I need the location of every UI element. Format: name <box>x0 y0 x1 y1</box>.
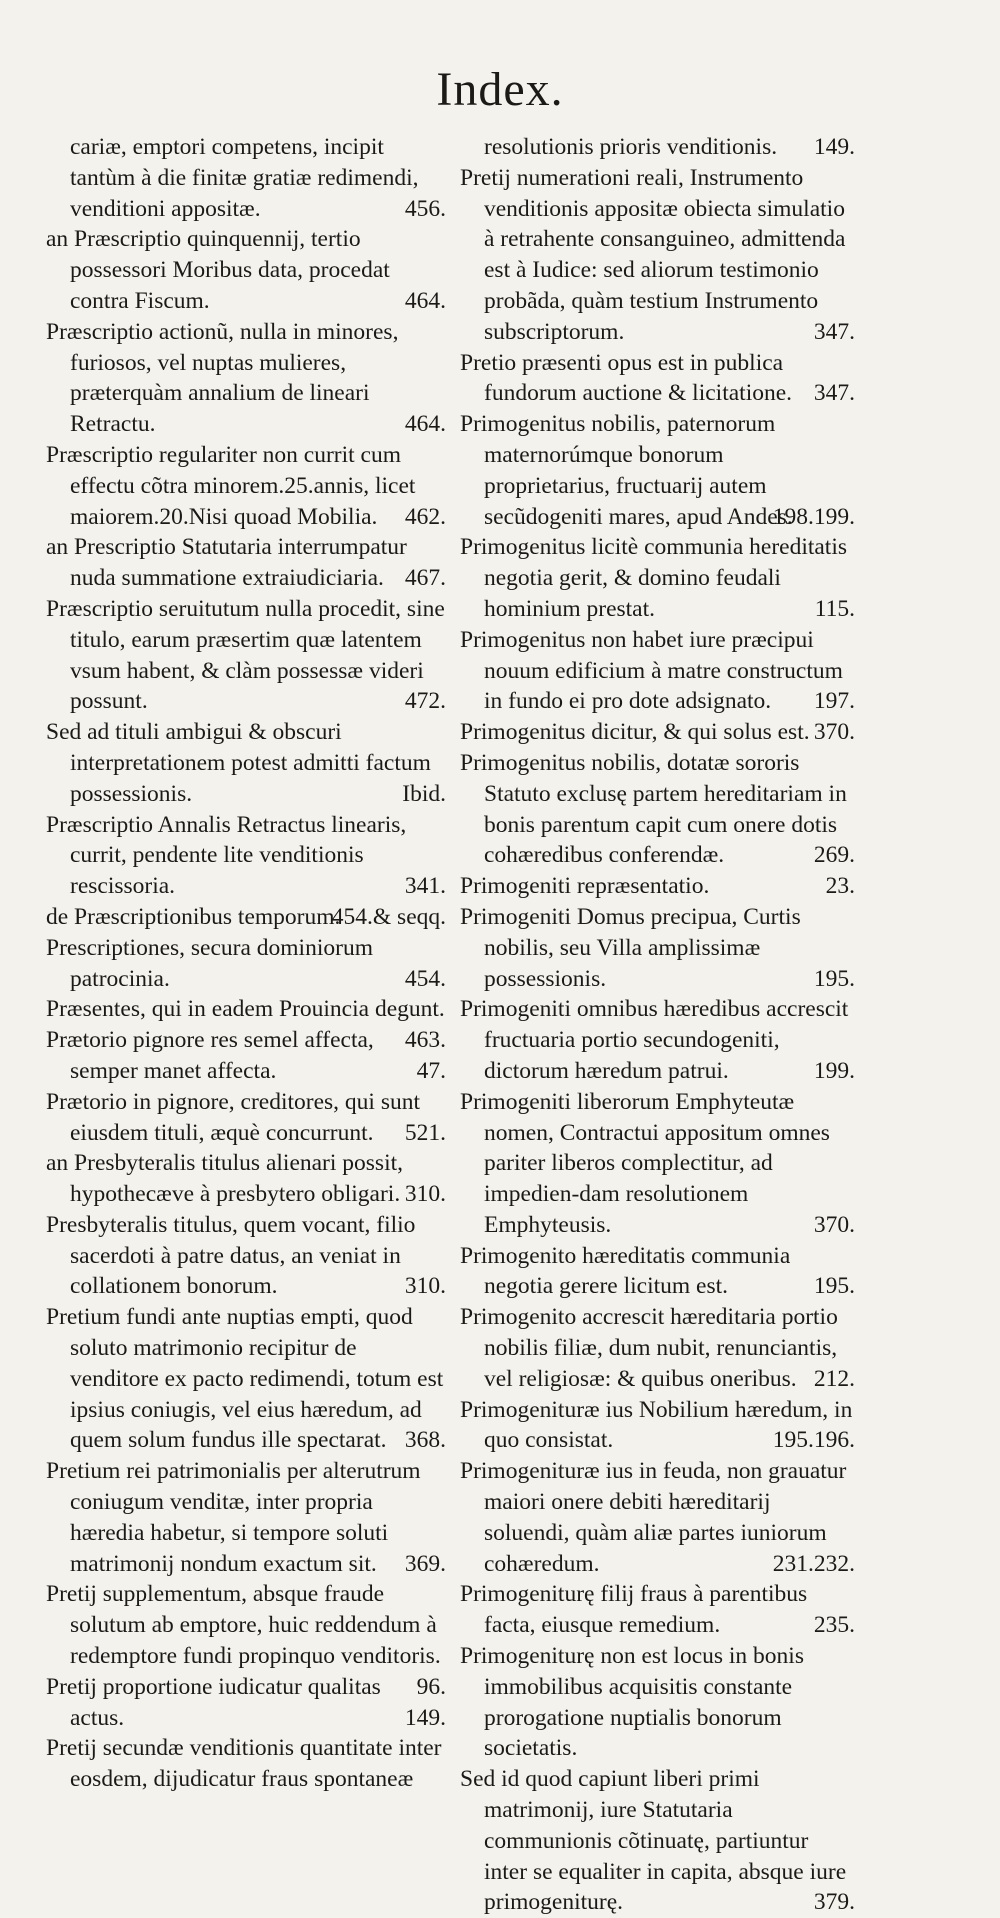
index-entry-text: Primogeniti Domus precipua, Curtis nobilis, seu Villa amplissimæ possessionis. <box>460 903 801 992</box>
index-entry-text: Præscriptio Annalis Retractus linearis, currit, pendente lite venditionis rescissoria. <box>46 811 407 900</box>
index-column-right <box>460 132 855 1918</box>
index-entry <box>460 1241 855 1303</box>
index-entry <box>460 409 855 532</box>
index-entry <box>46 1302 446 1456</box>
index-entry-text: an Presbyteralis titulus alienari possit, hypothecæve à presbytero obligari. <box>46 1150 404 1208</box>
index-entry-text: Primogenitus dicitur, & qui solus est. <box>460 719 810 746</box>
index-entry-text: Sed id quod capiunt liberi primi matrimonij, iure Statutaria communionis cõtinuatę, partiuntur inter se equaliter in capita, absque iure primogeniturę. <box>460 1766 847 1916</box>
index-entry-page: 23. <box>825 873 855 900</box>
index-entry <box>46 933 446 995</box>
index-entry-text: Primogenituræ ius Nobilium hæredum, in quo consistat. <box>460 1396 853 1454</box>
index-entry-page: 454.& seqq. <box>331 903 446 930</box>
index-entry-text: Primogenitus nobilis, dotatæ sororis Statuto exclusę partem hereditariam in bonis parentum capit cum onere dotis cohæredibus conferendæ. <box>460 749 847 869</box>
index-entry-text: Præsentes, qui in eadem Prouincia degunt. <box>46 996 445 1023</box>
index-column-left <box>46 132 446 1795</box>
index-entry <box>46 132 446 224</box>
index-entry <box>460 871 855 902</box>
index-entry-page: 462. <box>404 503 446 530</box>
index-entry <box>460 1395 855 1457</box>
index-entry <box>460 1087 855 1241</box>
index-entry <box>46 1733 446 1795</box>
index-entry-page: 96. <box>416 1673 446 1700</box>
index-entry-page: 370. <box>813 719 855 746</box>
index-entry <box>460 717 855 748</box>
index-entry-page: 369. <box>404 1550 446 1577</box>
index-entry-text: Præscriptio actionũ, nulla in minores, furiosos, vel nuptas mulieres, præterquàm annalium de lineari Retractu. <box>46 318 399 438</box>
index-entry <box>460 1764 855 1918</box>
index-entry-text: Primogeniti liberorum Emphyteutæ nomen, Contractui appositum omnes pariter liberos complectitur, ad impedien-dam resolutionem Emphyteusis. <box>460 1088 830 1238</box>
index-entry-page: 197. <box>813 688 855 715</box>
index-entry-text: Prescriptiones, secura dominiorum patrocinia. <box>46 934 373 992</box>
index-entry-page: 467. <box>404 565 446 592</box>
index-entry-page: 310. <box>404 1273 446 1300</box>
index-entry-page: 347. <box>813 318 855 345</box>
index-entry <box>46 1087 446 1149</box>
index-entry-text: Primogeniti omnibus hæredibus accrescit fructuaria portio secundogeniti, dictorum hæredum patrui. <box>460 996 849 1084</box>
index-entry-text: Pretium rei patrimonialis per alterutrum coniugum venditæ, inter propria hæredia habetur, si tempore soluti matrimonij nondum exactum sit. <box>46 1458 421 1577</box>
index-entry <box>46 594 446 717</box>
index-entry-text: an Prescriptio Statutaria interrumpatur nuda summatione extraiudiciaria. <box>46 534 407 592</box>
index-entry <box>46 317 446 440</box>
index-entry-text: Præscriptio seruitutum nulla procedit, sine titulo, earum præsertim quæ latentem vsum habent, & clàm possessæ videri possunt. <box>46 595 445 715</box>
index-entry <box>46 440 446 532</box>
index-entry-page: 370. <box>813 1211 855 1238</box>
index-entry-text: Pretium fundi ante nuptias empti, quod soluto matrimonio recipitur de venditore ex pacto redimendi, totum est ipsius coniugis, vel eius hæredum, ad quem solum fundus ille spectarat. <box>46 1304 444 1454</box>
index-entry <box>460 1302 855 1394</box>
index-entry-page: 454. <box>404 965 446 992</box>
index-entry-page: 199. <box>813 1057 855 1084</box>
index-entry-page: 195. <box>813 965 855 992</box>
index-entry-page: 521. <box>404 1119 446 1146</box>
index-entry <box>46 717 446 809</box>
index-entry-text: Primogenito accrescit hæreditaria portio nobilis filiæ, dum nubit, renunciantis, vel religiosæ: & quibus oneribus. <box>460 1304 838 1392</box>
index-entry-page: 341. <box>404 873 446 900</box>
index-entry-page: 456. <box>404 195 446 222</box>
index-entry <box>46 1579 446 1700</box>
index-entry-page: 347. <box>813 380 855 407</box>
index-entry <box>460 902 855 994</box>
index-entry-text: resolutionis prioris venditionis. <box>484 134 778 160</box>
index-entry <box>46 1210 446 1302</box>
index-entry-page: 198.199. <box>772 503 855 530</box>
index-entry-page: 472. <box>404 688 446 715</box>
index-entry-text: Primogeniturę filij fraus à parentibus facta, eiusque remedium. <box>460 1581 808 1639</box>
index-entry-text: Præscriptio regulariter non currit cum effectu cõtra minorem.25.annis, licet maiorem.20.Nisi quoad Mobilia. <box>46 441 416 530</box>
index-entry-page: 115. <box>814 595 855 622</box>
index-entry-text: Pretij proportione iudicatur qualitas actus. <box>46 1673 381 1731</box>
index-entry <box>460 1641 855 1764</box>
index-entry <box>460 1456 855 1579</box>
index-entry-text: Primogenituræ ius in feuda, non grauatur maiori onere debiti hæreditarij soluendi, quàm aliæ partes iuniorum cohæredum. <box>460 1458 847 1577</box>
index-entry-text: Primogeniturę non est locus in bonis immobilibus acquisitis constante prorogatione nuptialis bonorum societatis. <box>460 1643 804 1762</box>
index-entry <box>460 748 855 871</box>
index-entry-text: Prætorio in pignore, creditores, qui sunt eiusdem tituli, æquè concurrunt. <box>46 1088 420 1146</box>
index-entry-page: 464. <box>404 287 446 314</box>
index-entry-page: Ibid. <box>402 780 446 807</box>
index-entry <box>460 1579 855 1641</box>
index-entry-page: 195.196. <box>772 1427 855 1454</box>
index-entry <box>460 532 855 624</box>
index-entry <box>460 625 855 717</box>
index-entry-text: Prætorio pignore res semel affecta, semper manet affecta. <box>46 1027 374 1084</box>
index-entry <box>460 994 855 1086</box>
index-entry <box>46 994 446 1054</box>
index-entry <box>46 1672 446 1734</box>
index-entry-text: Pretij supplementum, absque fraude solutum ab emptore, huic reddendum à redemptore fundi propinquo venditoris. <box>46 1581 441 1670</box>
index-entry <box>46 224 446 316</box>
index-entry-text: Pretij secundæ venditionis quantitate inter eosdem, dijudicatur fraus spontaneæ <box>46 1735 442 1793</box>
index-entry-page: 310. <box>404 1181 446 1208</box>
index-entry-page: 231.232. <box>772 1550 855 1577</box>
index-entry <box>46 532 446 594</box>
index-entry-page: 195. <box>813 1273 855 1300</box>
index-entry-page: 463. <box>404 1027 446 1054</box>
index-entry <box>460 132 855 163</box>
index-entry-page: 47. <box>416 1057 446 1084</box>
index-entry-text: de Præscriptionibus temporum. <box>46 903 341 930</box>
index-entry <box>46 902 446 933</box>
index-entry <box>46 1025 446 1087</box>
index-entry-text: Presbyteralis titulus, quem vocant, filio sacerdoti à patre datus, an veniat in collationem bonorum. <box>46 1211 416 1300</box>
index-entry-text: an Præscriptio quinquennij, tertio possessori Moribus data, procedat contra Fiscum. <box>46 226 390 314</box>
index-entry-text: cariæ, emptori competens, incipit tantùm à die finitæ gratiæ redimendi, venditioni appositæ. <box>70 134 419 222</box>
index-entry-text: Primogeniti repræsentatio. <box>460 873 710 900</box>
index-entry-page: 212. <box>813 1365 855 1392</box>
page-title: Index. <box>436 63 564 116</box>
index-entry-page: 368. <box>404 1427 446 1454</box>
index-entry <box>46 810 446 902</box>
index-entry-page: 464. <box>404 411 446 438</box>
index-entry <box>46 1456 446 1579</box>
index-entry-page: 269. <box>813 842 855 869</box>
index-entry-text: Pretio præsenti opus est in publica fundorum auctione & licitatione. <box>460 349 793 407</box>
index-entry <box>46 1148 446 1210</box>
index-entry-text: Sed ad tituli ambigui & obscuri interpretationem potest admitti factum possessionis. <box>46 719 431 807</box>
index-entry-text: Primogenito hæreditatis communia negotia gerere licitum est. <box>460 1242 791 1300</box>
index-entry-text: Primogenitus nobilis, paternorum maternorúmque bonorum proprietarius, fructuarij autem secũdogeniti mares, apud Andes. <box>460 411 793 530</box>
index-entry-text: Pretij numerationi reali, Instrumento venditionis appositæ obiecta simulatio à retrahente consanguineo, admittenda est à Iudice: sed aliorum testimonio probãda, quàm testium Instrumento subscriptorum. <box>460 164 846 345</box>
index-entry-text: Primogenitus licitè communia hereditatis negotia gerit, & domino feudali hominium prestat. <box>460 534 848 622</box>
index-entry-page: 379. <box>813 1889 855 1916</box>
index-entry <box>460 163 855 348</box>
index-entry-page: 235. <box>813 1612 855 1639</box>
index-entry-page: 149. <box>404 1704 446 1731</box>
index-entry <box>460 348 855 410</box>
index-entry-text: Primogenitus non habet iure præcipui nouum edificium à matre constructum in fundo ei pro dote adsignato. <box>460 626 843 715</box>
index-entry-page: 149. <box>813 134 855 160</box>
